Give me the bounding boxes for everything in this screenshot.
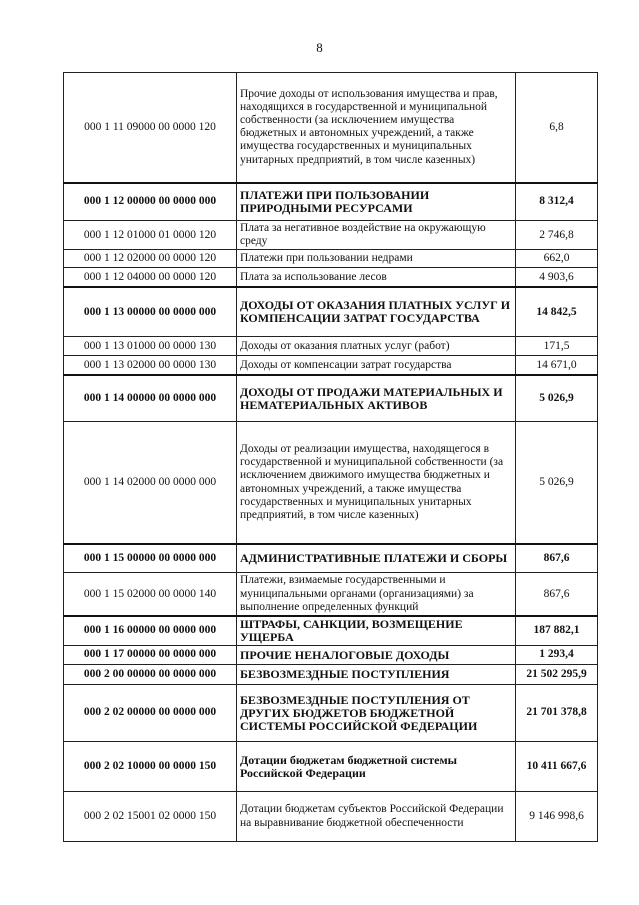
table-row [64, 665, 598, 685]
amount-cell: 10 411 667,6 [516, 742, 598, 792]
revenue-name-cell: ПЛАТЕЖИ ПРИ ПОЛЬЗОВАНИИ ПРИРОДНЫМИ РЕСУРСАМИ [237, 183, 516, 221]
amount-cell: 21 701 378,8 [516, 685, 598, 742]
budget-table-body [64, 73, 598, 842]
revenue-name-cell: БЕЗВОЗМЕЗДНЫЕ ПОСТУПЛЕНИЯ [237, 665, 516, 685]
kbk-code-cell: 000 1 14 00000 00 0000 000 [64, 375, 237, 422]
revenue-name-cell: ДОХОДЫ ОТ ПРОДАЖИ МАТЕРИАЛЬНЫХ И НЕМАТЕРИАЛЬНЫХ АКТИВОВ [237, 375, 516, 422]
table-row [64, 221, 598, 250]
amount-cell: 1 293,4 [516, 646, 598, 665]
table-row [64, 685, 598, 742]
budget-revenue-table [63, 72, 598, 842]
revenue-name-cell: БЕЗВОЗМЕЗДНЫЕ ПОСТУПЛЕНИЯ ОТ ДРУГИХ БЮДЖЕТОВ БЮДЖЕТНОЙ СИСТЕМЫ РОССИЙСКОЙ ФЕДЕРАЦИИ [237, 685, 516, 742]
revenue-name-cell: Прочие доходы от использования имущества и прав, находящихся в государственной и муниципальной собственности (за исключением имущества бюджетных и автономных учреждений, а также имущества государственных и муниципальных унитарных предприятий, в том числе казенных) [237, 73, 516, 183]
table-row [64, 544, 598, 573]
table-row [64, 616, 598, 646]
table-row [64, 268, 598, 287]
kbk-code-cell: 000 1 11 09000 00 0000 120 [64, 73, 237, 183]
revenue-name-cell: Плата за негативное воздействие на окружающую среду [237, 221, 516, 250]
amount-cell: 21 502 295,9 [516, 665, 598, 685]
amount-cell: 8 312,4 [516, 183, 598, 221]
kbk-code-cell: 000 1 16 00000 00 0000 000 [64, 616, 237, 646]
page-number: 8 [316, 40, 323, 55]
table-row [64, 183, 598, 221]
table-row [64, 573, 598, 616]
revenue-name-cell: Плата за использование лесов [237, 268, 516, 287]
revenue-name-cell: Доходы от оказания платных услуг (работ) [237, 337, 516, 356]
revenue-name-cell: АДМИНИСТРАТИВНЫЕ ПЛАТЕЖИ И СБОРЫ [237, 544, 516, 573]
amount-cell: 4 903,6 [516, 268, 598, 287]
revenue-name-cell: ПРОЧИЕ НЕНАЛОГОВЫЕ ДОХОДЫ [237, 646, 516, 665]
kbk-code-cell: 000 2 00 00000 00 0000 000 [64, 665, 237, 685]
table-row [64, 422, 598, 544]
table-row [64, 287, 598, 337]
kbk-code-cell: 000 1 15 02000 00 0000 140 [64, 573, 237, 616]
amount-cell: 14 671,0 [516, 356, 598, 375]
kbk-code-cell: 000 1 13 02000 00 0000 130 [64, 356, 237, 375]
kbk-code-cell: 000 2 02 00000 00 0000 000 [64, 685, 237, 742]
table-row [64, 337, 598, 356]
revenue-name-cell: Дотации бюджетам субъектов Российской Федерации на выравнивание бюджетной обеспеченности [237, 792, 516, 842]
amount-cell: 9 146 998,6 [516, 792, 598, 842]
table-row [64, 250, 598, 268]
kbk-code-cell: 000 1 14 02000 00 0000 000 [64, 422, 237, 544]
revenue-name-cell: ШТРАФЫ, САНКЦИИ, ВОЗМЕЩЕНИЕ УЩЕРБА [237, 616, 516, 646]
amount-cell: 5 026,9 [516, 375, 598, 422]
table-row [64, 375, 598, 422]
amount-cell: 867,6 [516, 544, 598, 573]
revenue-name-cell: Доходы от реализации имущества, находящегося в государственной и муниципальной собственности (за исключением движимого имущества бюджетных и автономных учреждений, а также имущества государственных и муниципальных унитарных предприятий, в том числе казенных) [237, 422, 516, 544]
kbk-code-cell: 000 1 13 00000 00 0000 000 [64, 287, 237, 337]
amount-cell: 6,8 [516, 73, 598, 183]
table-row [64, 646, 598, 665]
kbk-code-cell: 000 1 12 02000 00 0000 120 [64, 250, 237, 268]
amount-cell: 2 746,8 [516, 221, 598, 250]
amount-cell: 662,0 [516, 250, 598, 268]
amount-cell: 187 882,1 [516, 616, 598, 646]
amount-cell: 14 842,5 [516, 287, 598, 337]
kbk-code-cell: 000 1 12 00000 00 0000 000 [64, 183, 237, 221]
table-row [64, 742, 598, 792]
table-row [64, 73, 598, 183]
kbk-code-cell: 000 1 12 04000 00 0000 120 [64, 268, 237, 287]
revenue-name-cell: Доходы от компенсации затрат государства [237, 356, 516, 375]
revenue-name-cell: ДОХОДЫ ОТ ОКАЗАНИЯ ПЛАТНЫХ УСЛУГ И КОМПЕНСАЦИИ ЗАТРАТ ГОСУДАРСТВА [237, 287, 516, 337]
revenue-name-cell: Дотации бюджетам бюджетной системы Российской Федерации [237, 742, 516, 792]
amount-cell: 5 026,9 [516, 422, 598, 544]
table-row [64, 356, 598, 375]
kbk-code-cell: 000 1 12 01000 01 0000 120 [64, 221, 237, 250]
revenue-name-cell: Платежи, взимаемые государственными и муниципальными органами (организациями) за выполнение определенных функций [237, 573, 516, 616]
kbk-code-cell: 000 2 02 15001 02 0000 150 [64, 792, 237, 842]
kbk-code-cell: 000 1 13 01000 00 0000 130 [64, 337, 237, 356]
kbk-code-cell: 000 1 17 00000 00 0000 000 [64, 646, 237, 665]
revenue-name-cell: Платежи при пользовании недрами [237, 250, 516, 268]
table-row [64, 792, 598, 842]
amount-cell: 867,6 [516, 573, 598, 616]
kbk-code-cell: 000 2 02 10000 00 0000 150 [64, 742, 237, 792]
kbk-code-cell: 000 1 15 00000 00 0000 000 [64, 544, 237, 573]
amount-cell: 171,5 [516, 337, 598, 356]
